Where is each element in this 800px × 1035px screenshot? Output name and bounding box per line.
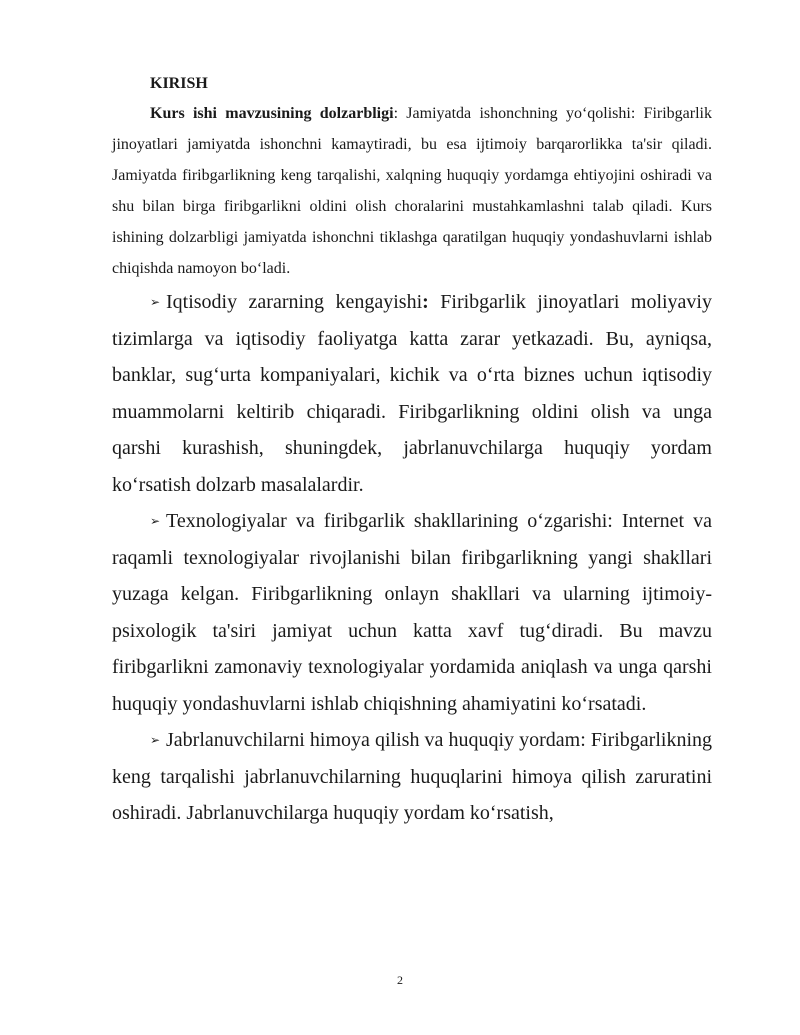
arrow-bullet-icon: ➢ (150, 733, 161, 747)
bullet-text: Internet va raqamli texnologiyalar rivojlanishi bilan firibgarlikning yangi shakllari yuzaga kelgan. Firibgarlikning onlayn shakllari va ularning ijtimoiy-psixologik ta'siri jamiyat uchun katta xavf tug‘diradi. Bu mavzu firibgarlikni zamonaviy texnologiyalar yordamida aniqlash va unga qarshi huquqiy yondashuvlarni ishlab chiqishning ahamiyatini ko‘rsatadi. (112, 510, 712, 715)
bullet-item-economic-damage (112, 284, 712, 503)
arrow-bullet-icon: ➢ (150, 295, 161, 309)
intro-label: Kurs ishi mavzusining dolzarbligi (150, 105, 394, 122)
bullet-separator: : (422, 291, 429, 313)
bullet-separator: : (607, 510, 613, 532)
bullet-text: Firibgarlikning keng tarqalishi jabrlanuvchilarning huquqlarini himoya qilish zaruratini oshiradi. Jabrlanuvchilarga huquqiy yordam ko‘rsatish, (112, 729, 713, 824)
intro-text: : Jamiyatda ishonchning yo‘qolishi: Firibgarlik jinoyatlari jamiyatda ishonchni kamaytiradi, bu esa ijtimoiy barqarorlikka ta'sir qiladi. Jamiyatda firibgarlikning keng tarqalishi, xalqning huquqiy yordamga ehtiyojini oshiradi va shu bilan birga firibgarlikni oldini olish choralarini mustahkamlashni talab qiladi. Kurs ishining dolzarbligi jamiyatda ishonchni tiklashga qaratilgan huquqiy yondashuvlarni ishlab chiqishda namoyon bo‘ladi. (112, 105, 712, 277)
bullet-title: Jabrlanuvchilarni himoya qilish va huquqiy yordam (166, 729, 581, 751)
document-page (112, 70, 712, 832)
bullet-text: Firibgarlik jinoyatlari moliyaviy tizimlarga va iqtisodiy faoliyatga katta zarar yetkazadi. Bu, ayniqsa, banklar, sug‘urta kompaniyalari, kichik va o‘rta biznes uchun iqtisodiy muammolarni keltirib chiqaradi. Firibgarlikning oldini olish va unga qarshi kurashish, shuningdek, jabrlanuvchilarga huquqiy yordam ko‘rsatish dolzarb masalalardir. (112, 291, 712, 496)
section-heading: KIRISH (150, 75, 208, 92)
bullet-item-victim-protection (112, 722, 712, 832)
bullet-item-technology-change (112, 503, 712, 722)
bullet-title: Iqtisodiy zararning kengayishi (166, 291, 423, 313)
arrow-bullet-icon: ➢ (150, 514, 161, 528)
page-number: 2 (397, 973, 403, 987)
bullet-title: Texnologiyalar va firibgarlik shakllarining o‘zgarishi (166, 510, 608, 532)
intro-paragraph (112, 98, 712, 284)
bullet-separator: : (580, 729, 586, 751)
